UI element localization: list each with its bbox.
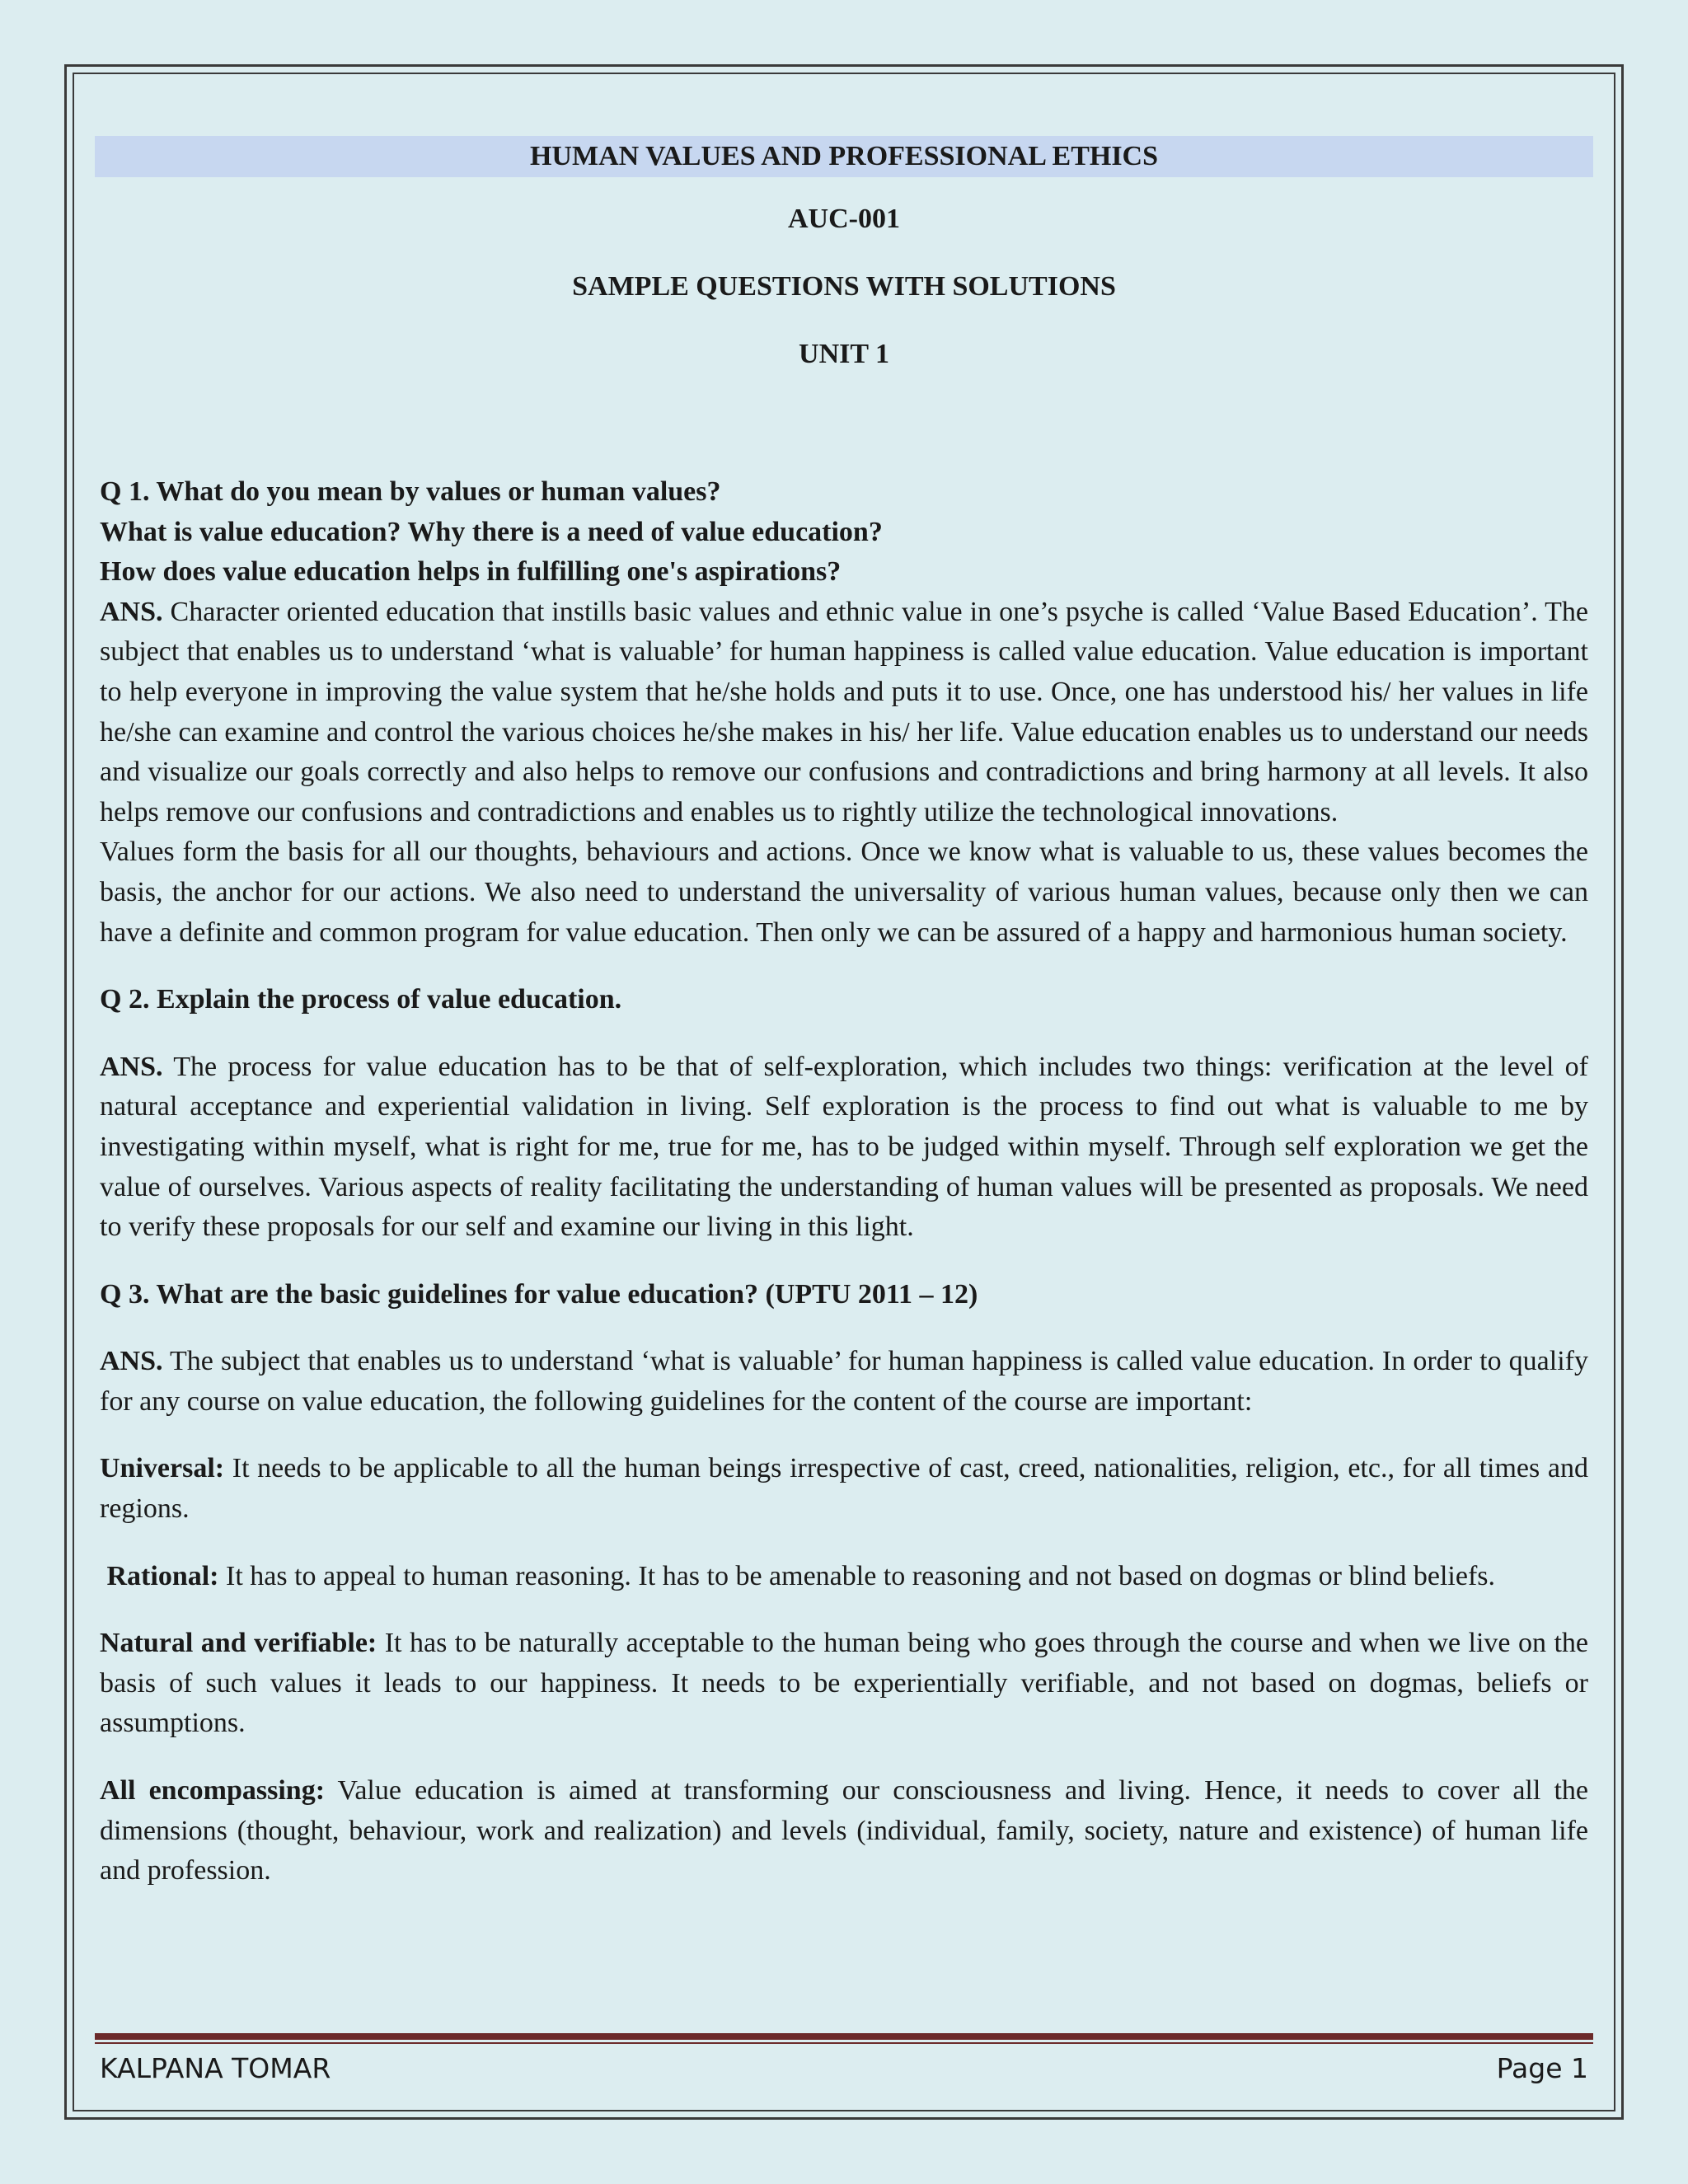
- all-label: All encompassing:: [100, 1775, 326, 1807]
- q1-answer-para2: Values form the basis for all our thoughts, behaviours and actions. Once we know what is valuable to us, these values becomes the basis, the anchor for our actions. We also need to understand the universality of various human values, because only then we can have a definite and common program for value education. Then only we can be assured of a happy and harmonious human society.: [100, 837, 1588, 948]
- q1-line3: How does value education helps in fulfilling one's aspirations?: [100, 556, 842, 588]
- q1-line1: Q 1. What do you mean by values or human values?: [100, 476, 721, 507]
- natural-label: Natural and verifiable:: [100, 1628, 377, 1659]
- guideline-universal: [100, 1449, 1588, 1529]
- universal-text: It needs to be applicable to all the human beings irrespective of cast, creed, nationalities, religion, etc., for all times and regions.: [100, 1453, 1588, 1525]
- footer-author: KALPANA TOMAR: [100, 2052, 331, 2084]
- footer-rule-thick: [95, 2033, 1593, 2040]
- q1-ans-label: ANS.: [100, 596, 163, 627]
- q3-ans-label: ANS.: [100, 1346, 163, 1377]
- all-text: Value education is aimed at transforming our consciousness and living. Hence, it needs to cover all the dimensions (thought, behaviour, work and realization) and levels (individual, family, society, nature and existence) of human life and profession.: [100, 1775, 1588, 1886]
- document-subtitle: SAMPLE QUESTIONS WITH SOLUTIONS: [572, 271, 1116, 302]
- document-body: [100, 472, 1588, 1891]
- q2-question: Q 2. Explain the process of value education.: [100, 984, 622, 1015]
- rational-text: It has to appeal to human reasoning. It has to be amenable to reasoning and not based on dogmas or blind beliefs.: [218, 1560, 1495, 1591]
- q1-ans-text: Character oriented education that instills basic values and ethnic value in one’s psyche is called ‘Value Based Education’. The subject that enables us to understand ‘what is valuable’ for human happiness is called value education. Value education is important to help everyone in improving the value system that he/she holds and puts it to use. Once, one has understood his/ her values in life he/she can examine and control the various choices he/she makes in his/ her life. Value education enables us to understand our needs and visualize our goals correctly and also helps to remove our confusions and contradictions and bring harmony at all levels. It also helps remove our confusions and contradictions and enables us to rightly utilize the technological innovations.: [100, 596, 1588, 827]
- q2-ans-text: The process for value education has to be that of self-exploration, which includes two things: verification at the level of natural acceptance and experiential validation in living. Self exploration is the process to find out what is valuable to me by investigating within myself, what is right for me, true for me, has to be judged within myself. Through self exploration we get the value of ourselves. Various aspects of reality facilitating the understanding of human values will be presented as proposals. We need to verify these proposals for our self and examine our living in this light.: [100, 1051, 1588, 1243]
- footer-page-number: Page 1: [1496, 2052, 1588, 2084]
- course-code: AUC-001: [788, 204, 900, 234]
- footer-rule-thin: [95, 2042, 1593, 2044]
- guideline-all-encompassing: [100, 1771, 1588, 1891]
- document-title: HUMAN VALUES AND PROFESSIONAL ETHICS: [529, 141, 1159, 171]
- q3-ans-text: The subject that enables us to understand ‘what is valuable’ for human happiness is called value education. In order to qualify for any course on value education, the following guidelines for the content of the course are important:: [100, 1346, 1588, 1417]
- q3-question: Q 3. What are the basic guidelines for value education? (UPTU 2011 – 12): [100, 1278, 978, 1310]
- q3-answer: [100, 1342, 1588, 1422]
- universal-label: Universal:: [100, 1453, 225, 1484]
- q2-ans-label: ANS.: [100, 1051, 163, 1082]
- guideline-rational: [100, 1557, 1588, 1597]
- q1-line2: What is value education? Why there is a need of value education?: [100, 516, 883, 547]
- unit-heading: UNIT 1: [799, 339, 889, 369]
- q1-answer: [100, 593, 1588, 833]
- q2-answer: [100, 1047, 1588, 1248]
- rational-label: Rational:: [106, 1560, 219, 1591]
- guideline-natural: [100, 1624, 1588, 1744]
- natural-text: It has to be naturally acceptable to the human being who goes through the course and when we live on the basis of such values it leads to our happiness. It needs to be experientially verifiable, and not based on dogmas, beliefs or assumptions.: [100, 1628, 1588, 1739]
